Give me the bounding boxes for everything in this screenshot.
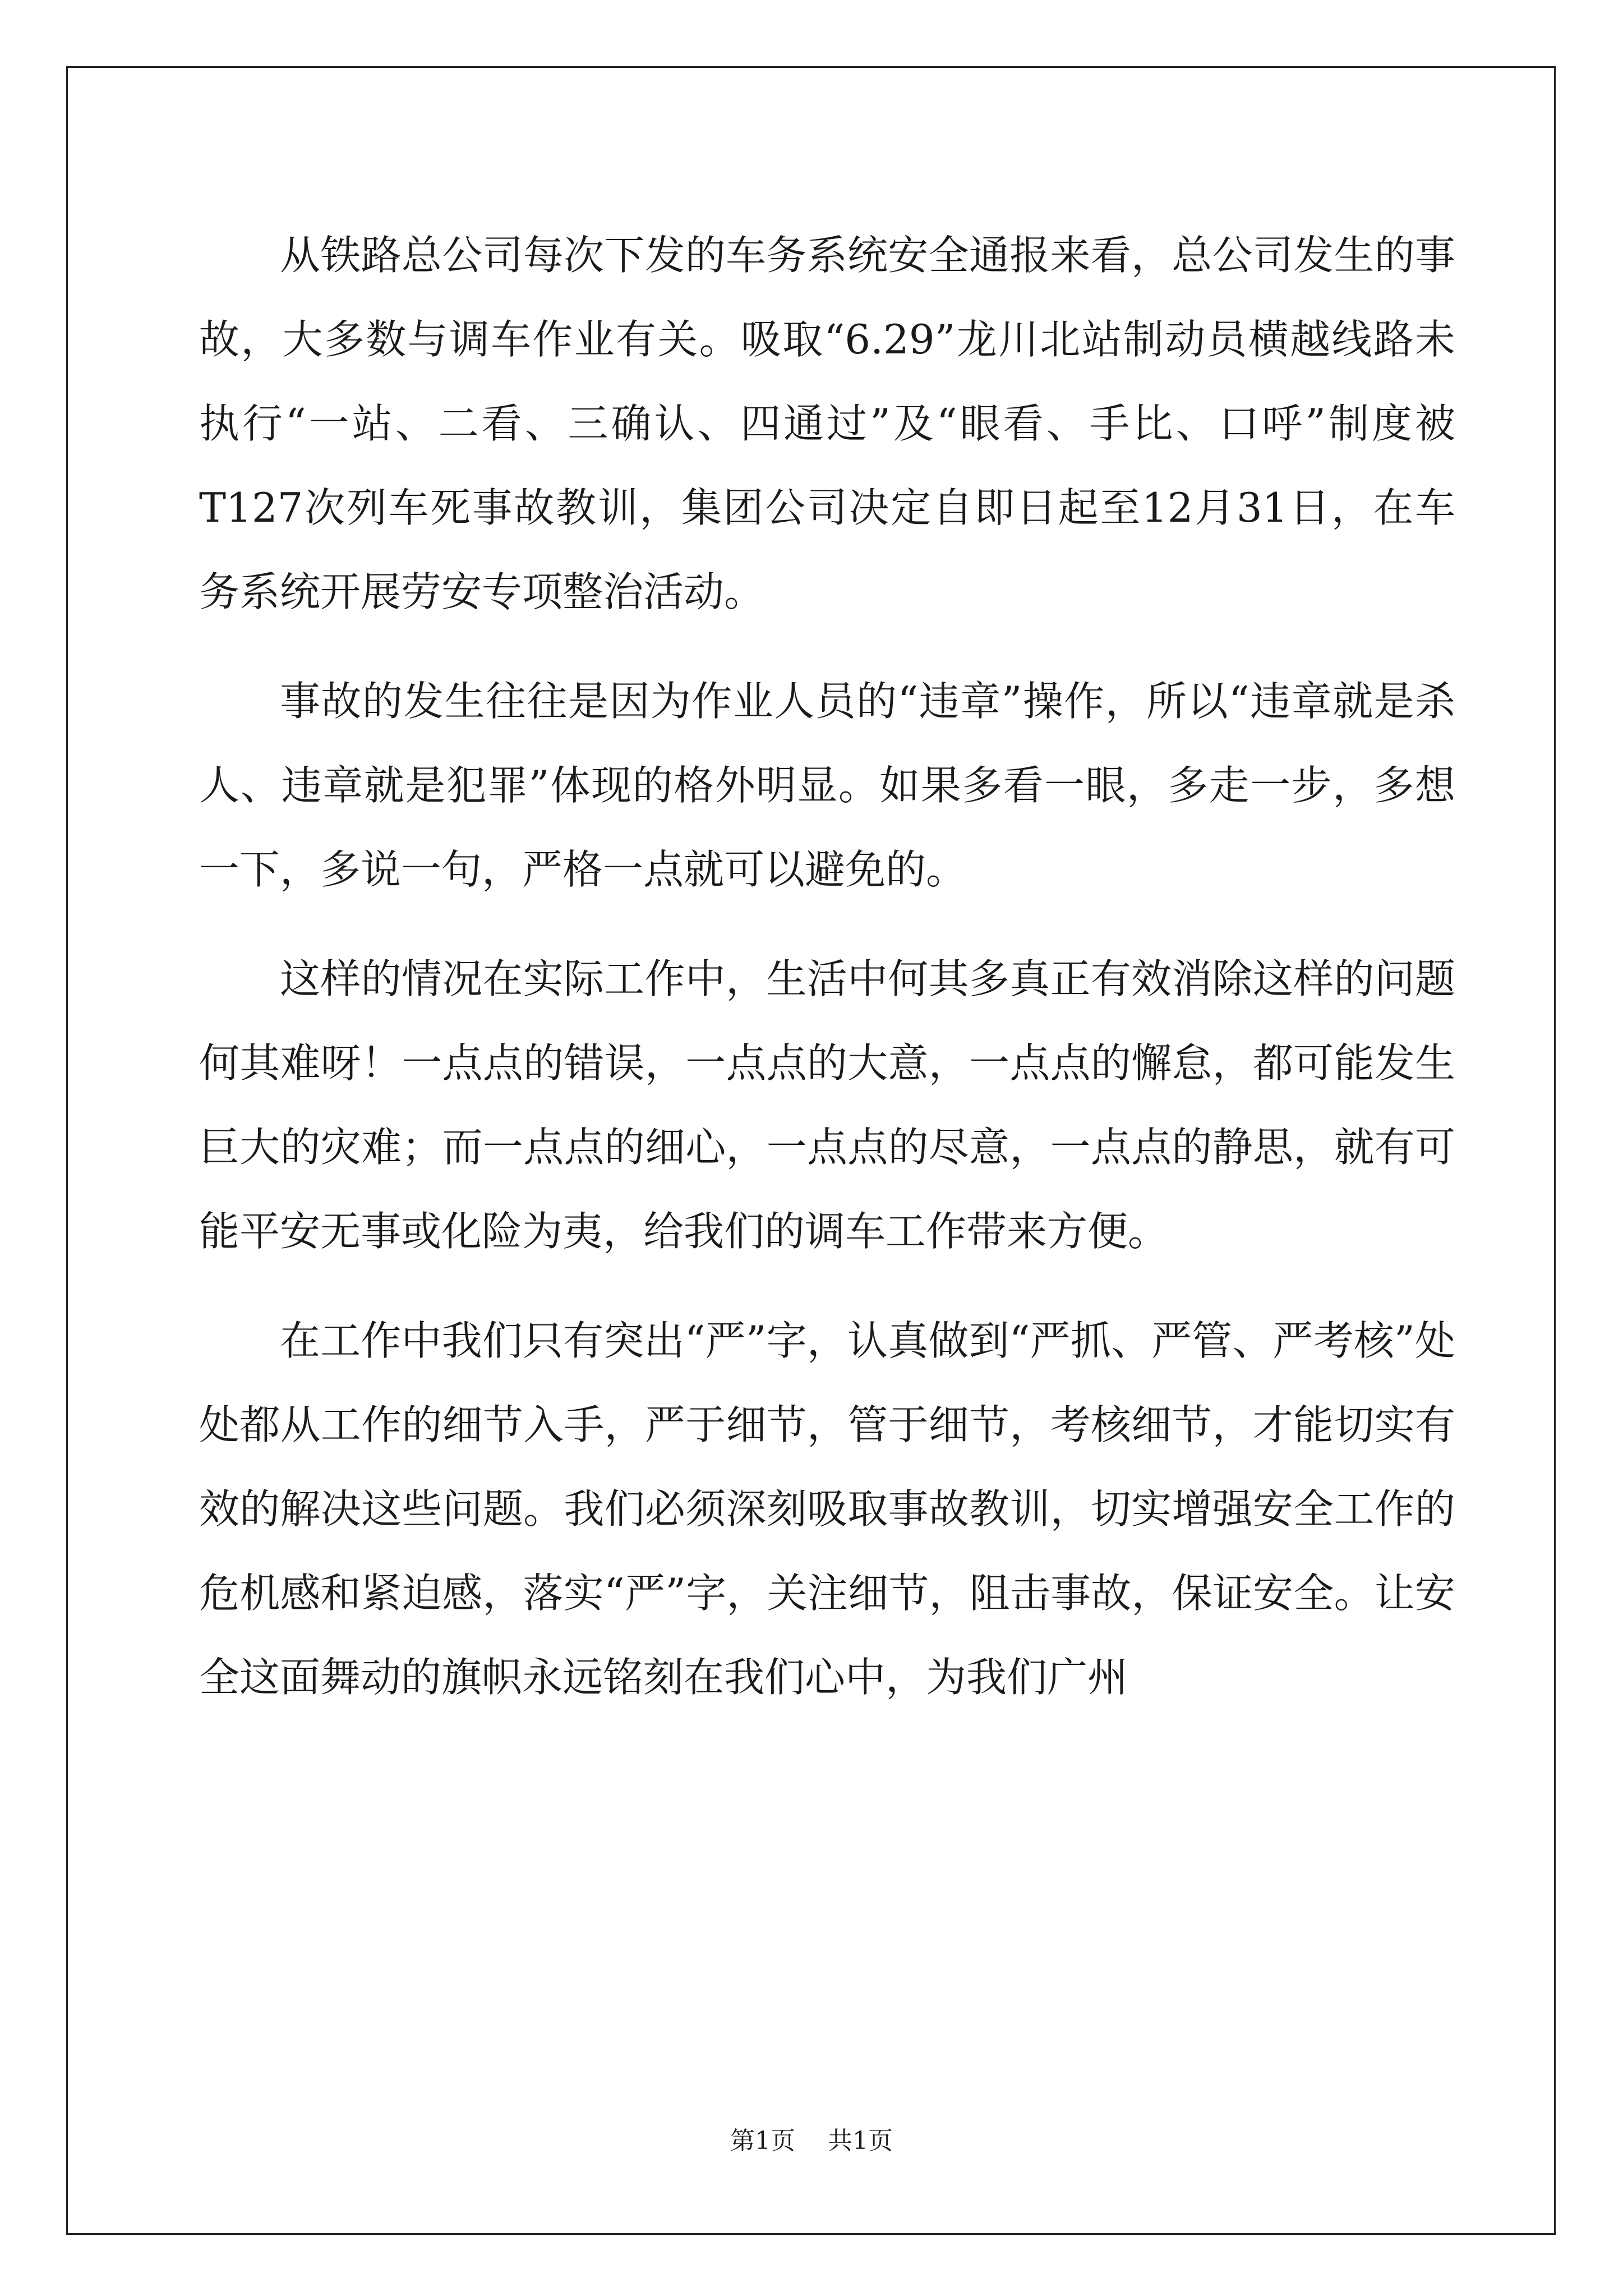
paragraph-3: 这样的情况在实际工作中，生活中何其多真正有效消除这样的问题何其难呀！一点点的错误，一点点的大意，一点点的懈怠，都可能发生巨大的灾难；而一点点的细心，一点点的尽意，一点点的静思，就有可能平安无事或化险为夷，给我们的调车工作带来方便。 [199,955,1455,1255]
total-pages-label: 共1页 [828,2127,893,2155]
page-footer [0,2120,1623,2156]
paragraph-4: 在工作中我们只有突出“严”字，认真做到“严抓、严管、严考核”处处都从工作的细节入手，严于细节，管于细节，考核细节，才能切实有效的解决这些问题。我们必须深刻吸取事故教训，切实增强安全工作的危机感和紧迫感，落实“严”字，关注细节，阻击事故，保证安全。让安全这面舞动的旗帜永远铭刻在我们心中，为我们广州 [199,1317,1455,1701]
current-page-label: 第1页 [730,2127,795,2155]
document-body [199,213,1455,1745]
paragraph-1: 从铁路总公司每次下发的车务系统安全通报来看，总公司发生的事故，大多数与调车作业有关。吸取“6.29”龙川北站制动员横越线路未执行“一站、二看、三确认、四通过”及“眼看、手比、口呼”制度被T127次列车死事故教训，集团公司决定自即日起至12月31日，在车务系统开展劳安专项整治活动。 [199,232,1455,615]
paragraph-2: 事故的发生往往是因为作业人员的“违章”操作，所以“违章就是杀人、违章就是犯罪”体现的格外明显。如果多看一眼，多走一步，多想一下，多说一句，严格一点就可以避免的。 [199,678,1455,893]
